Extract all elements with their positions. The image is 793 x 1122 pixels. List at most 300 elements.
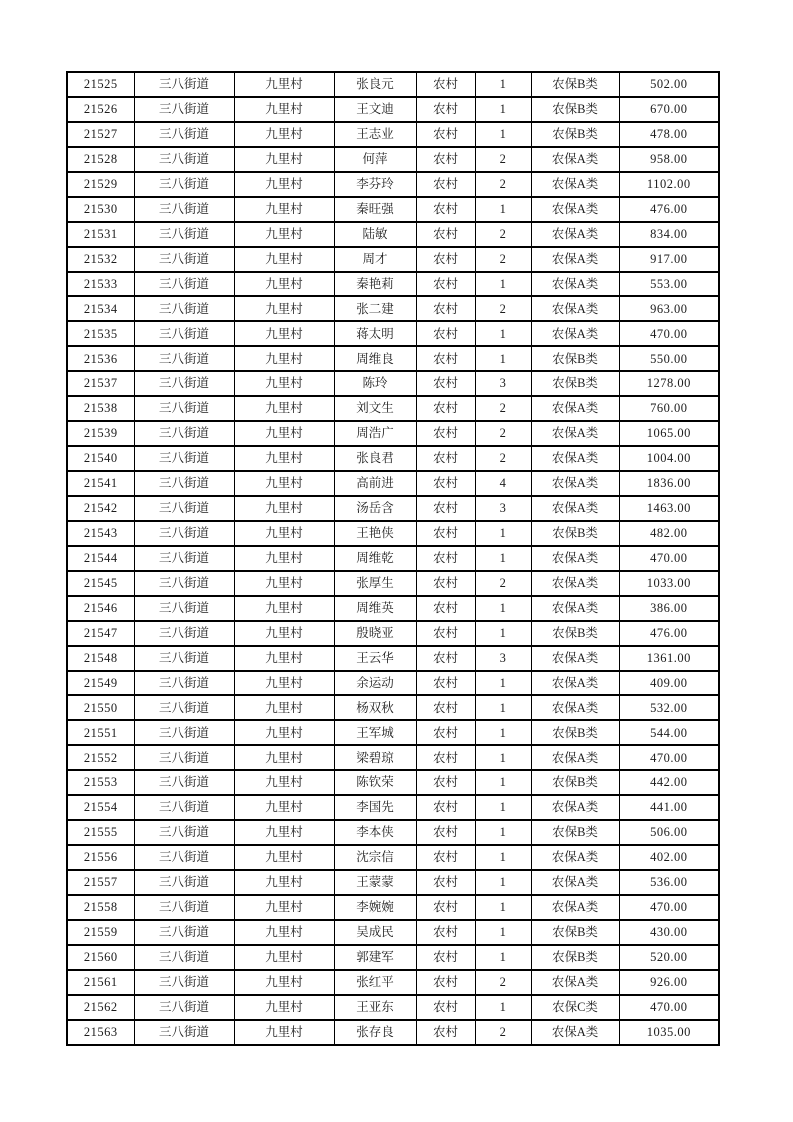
- cell-amount: 476.00: [619, 197, 719, 222]
- cell-village: 九里村: [234, 795, 334, 820]
- cell-name: 陈钦荣: [334, 770, 416, 795]
- table-row: [67, 446, 719, 471]
- cell-amount: 502.00: [619, 72, 719, 97]
- cell-street: 三八街道: [134, 720, 234, 745]
- cell-person-count: 2: [475, 970, 531, 995]
- cell-street: 三八街道: [134, 122, 234, 147]
- cell-village: 九里村: [234, 820, 334, 845]
- table-row: [67, 920, 719, 945]
- cell-street: 三八街道: [134, 321, 234, 346]
- cell-village: 九里村: [234, 122, 334, 147]
- cell-insurance-type: 农保A类: [531, 446, 619, 471]
- cell-person-count: 2: [475, 446, 531, 471]
- cell-street: 三八街道: [134, 695, 234, 720]
- cell-street: 三八街道: [134, 945, 234, 970]
- table-row: [67, 546, 719, 571]
- cell-name: 周才: [334, 247, 416, 272]
- cell-street: 三八街道: [134, 296, 234, 321]
- table-row: [67, 995, 719, 1020]
- cell-village: 九里村: [234, 521, 334, 546]
- table-row: [67, 296, 719, 321]
- cell-village: 九里村: [234, 970, 334, 995]
- cell-person-count: 1: [475, 596, 531, 621]
- cell-serial: 21560: [67, 945, 134, 970]
- cell-person-count: 1: [475, 197, 531, 222]
- cell-street: 三八街道: [134, 770, 234, 795]
- cell-serial: 21552: [67, 745, 134, 770]
- cell-area: 农村: [416, 945, 475, 970]
- table-row: [67, 646, 719, 671]
- cell-person-count: 2: [475, 222, 531, 247]
- table-row: [67, 845, 719, 870]
- cell-serial: 21528: [67, 147, 134, 172]
- cell-village: 九里村: [234, 197, 334, 222]
- cell-insurance-type: 农保B类: [531, 820, 619, 845]
- cell-area: 农村: [416, 97, 475, 122]
- cell-serial: 21539: [67, 421, 134, 446]
- cell-person-count: 1: [475, 870, 531, 895]
- cell-name: 李国先: [334, 795, 416, 820]
- cell-area: 农村: [416, 471, 475, 496]
- cell-village: 九里村: [234, 446, 334, 471]
- cell-area: 农村: [416, 795, 475, 820]
- cell-person-count: 3: [475, 496, 531, 521]
- cell-insurance-type: 农保A类: [531, 272, 619, 297]
- cell-area: 农村: [416, 147, 475, 172]
- cell-street: 三八街道: [134, 995, 234, 1020]
- table-row: [67, 521, 719, 546]
- cell-street: 三八街道: [134, 72, 234, 97]
- cell-village: 九里村: [234, 695, 334, 720]
- table-body: [67, 72, 719, 1045]
- cell-name: 王艳侠: [334, 521, 416, 546]
- cell-village: 九里村: [234, 172, 334, 197]
- cell-name: 王文迪: [334, 97, 416, 122]
- cell-name: 王亚东: [334, 995, 416, 1020]
- cell-village: 九里村: [234, 272, 334, 297]
- cell-street: 三八街道: [134, 272, 234, 297]
- cell-village: 九里村: [234, 571, 334, 596]
- cell-street: 三八街道: [134, 745, 234, 770]
- table-row: [67, 272, 719, 297]
- cell-person-count: 1: [475, 745, 531, 770]
- cell-street: 三八街道: [134, 621, 234, 646]
- table-row: [67, 945, 719, 970]
- cell-person-count: 2: [475, 571, 531, 596]
- cell-insurance-type: 农保A类: [531, 496, 619, 521]
- cell-village: 九里村: [234, 895, 334, 920]
- cell-area: 农村: [416, 720, 475, 745]
- cell-insurance-type: 农保A类: [531, 396, 619, 421]
- cell-serial: 21553: [67, 770, 134, 795]
- cell-amount: 476.00: [619, 621, 719, 646]
- cell-amount: 1033.00: [619, 571, 719, 596]
- table-row: [67, 770, 719, 795]
- cell-serial: 21531: [67, 222, 134, 247]
- cell-area: 农村: [416, 646, 475, 671]
- cell-serial: 21533: [67, 272, 134, 297]
- cell-name: 吴成民: [334, 920, 416, 945]
- cell-amount: 506.00: [619, 820, 719, 845]
- cell-amount: 917.00: [619, 247, 719, 272]
- cell-village: 九里村: [234, 945, 334, 970]
- cell-name: 张厚生: [334, 571, 416, 596]
- cell-street: 三八街道: [134, 646, 234, 671]
- cell-village: 九里村: [234, 546, 334, 571]
- cell-name: 张存良: [334, 1020, 416, 1045]
- cell-insurance-type: 农保B类: [531, 72, 619, 97]
- cell-area: 农村: [416, 695, 475, 720]
- cell-insurance-type: 农保A类: [531, 895, 619, 920]
- cell-insurance-type: 农保A类: [531, 546, 619, 571]
- cell-area: 农村: [416, 571, 475, 596]
- table-row: [67, 870, 719, 895]
- cell-area: 农村: [416, 621, 475, 646]
- cell-street: 三八街道: [134, 222, 234, 247]
- cell-name: 何萍: [334, 147, 416, 172]
- cell-street: 三八街道: [134, 671, 234, 696]
- cell-amount: 1035.00: [619, 1020, 719, 1045]
- cell-amount: 532.00: [619, 695, 719, 720]
- table-row: [67, 621, 719, 646]
- cell-person-count: 2: [475, 147, 531, 172]
- cell-name: 张二建: [334, 296, 416, 321]
- cell-area: 农村: [416, 197, 475, 222]
- cell-person-count: 1: [475, 945, 531, 970]
- cell-serial: 21542: [67, 496, 134, 521]
- cell-amount: 470.00: [619, 546, 719, 571]
- cell-name: 沈宗信: [334, 845, 416, 870]
- cell-area: 农村: [416, 970, 475, 995]
- cell-area: 农村: [416, 222, 475, 247]
- cell-serial: 21558: [67, 895, 134, 920]
- cell-street: 三八街道: [134, 870, 234, 895]
- cell-person-count: 1: [475, 995, 531, 1020]
- cell-village: 九里村: [234, 321, 334, 346]
- cell-person-count: 1: [475, 895, 531, 920]
- cell-village: 九里村: [234, 845, 334, 870]
- cell-area: 农村: [416, 122, 475, 147]
- cell-village: 九里村: [234, 222, 334, 247]
- cell-street: 三八街道: [134, 446, 234, 471]
- insurance-roster-table: [66, 71, 720, 1046]
- cell-serial: 21561: [67, 970, 134, 995]
- table-row: [67, 172, 719, 197]
- cell-amount: 430.00: [619, 920, 719, 945]
- cell-street: 三八街道: [134, 1020, 234, 1045]
- cell-person-count: 1: [475, 920, 531, 945]
- cell-insurance-type: 农保A类: [531, 471, 619, 496]
- cell-serial: 21538: [67, 396, 134, 421]
- cell-name: 高前进: [334, 471, 416, 496]
- cell-person-count: 2: [475, 296, 531, 321]
- cell-person-count: 2: [475, 172, 531, 197]
- cell-person-count: 1: [475, 72, 531, 97]
- cell-name: 蒋太明: [334, 321, 416, 346]
- cell-village: 九里村: [234, 147, 334, 172]
- cell-village: 九里村: [234, 471, 334, 496]
- cell-street: 三八街道: [134, 421, 234, 446]
- cell-amount: 926.00: [619, 970, 719, 995]
- cell-street: 三八街道: [134, 795, 234, 820]
- cell-street: 三八街道: [134, 895, 234, 920]
- cell-amount: 478.00: [619, 122, 719, 147]
- cell-area: 农村: [416, 421, 475, 446]
- cell-serial: 21551: [67, 720, 134, 745]
- cell-amount: 1065.00: [619, 421, 719, 446]
- cell-person-count: 1: [475, 770, 531, 795]
- cell-village: 九里村: [234, 920, 334, 945]
- cell-insurance-type: 农保B类: [531, 521, 619, 546]
- cell-insurance-type: 农保A类: [531, 197, 619, 222]
- table-row: [67, 72, 719, 97]
- cell-area: 农村: [416, 296, 475, 321]
- cell-street: 三八街道: [134, 396, 234, 421]
- cell-insurance-type: 农保A类: [531, 845, 619, 870]
- cell-area: 农村: [416, 745, 475, 770]
- cell-serial: 21548: [67, 646, 134, 671]
- table-row: [67, 895, 719, 920]
- cell-insurance-type: 农保B类: [531, 371, 619, 396]
- cell-person-count: 1: [475, 621, 531, 646]
- table-row: [67, 396, 719, 421]
- cell-insurance-type: 农保C类: [531, 995, 619, 1020]
- cell-person-count: 1: [475, 546, 531, 571]
- cell-amount: 1102.00: [619, 172, 719, 197]
- cell-serial: 21526: [67, 97, 134, 122]
- cell-amount: 402.00: [619, 845, 719, 870]
- cell-street: 三八街道: [134, 346, 234, 371]
- cell-amount: 834.00: [619, 222, 719, 247]
- cell-name: 刘文生: [334, 396, 416, 421]
- cell-area: 农村: [416, 272, 475, 297]
- cell-village: 九里村: [234, 496, 334, 521]
- cell-village: 九里村: [234, 621, 334, 646]
- cell-name: 梁碧琼: [334, 745, 416, 770]
- cell-insurance-type: 农保A类: [531, 247, 619, 272]
- table-row: [67, 745, 719, 770]
- cell-name: 王蒙蒙: [334, 870, 416, 895]
- cell-street: 三八街道: [134, 172, 234, 197]
- cell-amount: 441.00: [619, 795, 719, 820]
- cell-name: 张良元: [334, 72, 416, 97]
- cell-name: 张红平: [334, 970, 416, 995]
- cell-serial: 21536: [67, 346, 134, 371]
- table-row: [67, 471, 719, 496]
- cell-insurance-type: 农保A类: [531, 222, 619, 247]
- cell-insurance-type: 农保B类: [531, 122, 619, 147]
- cell-serial: 21557: [67, 870, 134, 895]
- cell-street: 三八街道: [134, 596, 234, 621]
- table-row: [67, 247, 719, 272]
- table-row: [67, 122, 719, 147]
- cell-serial: 21525: [67, 72, 134, 97]
- cell-serial: 21563: [67, 1020, 134, 1045]
- cell-insurance-type: 农保B类: [531, 945, 619, 970]
- cell-serial: 21535: [67, 321, 134, 346]
- table-row: [67, 671, 719, 696]
- table-row: [67, 97, 719, 122]
- table-row: [67, 695, 719, 720]
- cell-area: 农村: [416, 845, 475, 870]
- cell-street: 三八街道: [134, 247, 234, 272]
- table-row: [67, 371, 719, 396]
- cell-amount: 544.00: [619, 720, 719, 745]
- cell-name: 周浩广: [334, 421, 416, 446]
- cell-village: 九里村: [234, 671, 334, 696]
- cell-serial: 21550: [67, 695, 134, 720]
- cell-area: 农村: [416, 596, 475, 621]
- cell-village: 九里村: [234, 72, 334, 97]
- table-row: [67, 970, 719, 995]
- cell-person-count: 1: [475, 671, 531, 696]
- cell-area: 农村: [416, 671, 475, 696]
- cell-person-count: 1: [475, 321, 531, 346]
- cell-person-count: 2: [475, 1020, 531, 1045]
- cell-area: 农村: [416, 920, 475, 945]
- cell-name: 李本侠: [334, 820, 416, 845]
- cell-village: 九里村: [234, 97, 334, 122]
- cell-street: 三八街道: [134, 571, 234, 596]
- cell-name: 王军城: [334, 720, 416, 745]
- cell-serial: 21541: [67, 471, 134, 496]
- cell-serial: 21543: [67, 521, 134, 546]
- cell-person-count: 1: [475, 695, 531, 720]
- cell-name: 陆敏: [334, 222, 416, 247]
- cell-name: 王云华: [334, 646, 416, 671]
- cell-person-count: 3: [475, 371, 531, 396]
- cell-amount: 470.00: [619, 745, 719, 770]
- cell-amount: 442.00: [619, 770, 719, 795]
- cell-name: 秦旺强: [334, 197, 416, 222]
- cell-serial: 21540: [67, 446, 134, 471]
- cell-insurance-type: 农保A类: [531, 571, 619, 596]
- cell-street: 三八街道: [134, 920, 234, 945]
- cell-amount: 550.00: [619, 346, 719, 371]
- cell-area: 农村: [416, 870, 475, 895]
- cell-amount: 470.00: [619, 895, 719, 920]
- cell-street: 三八街道: [134, 820, 234, 845]
- cell-name: 周维良: [334, 346, 416, 371]
- cell-street: 三八街道: [134, 845, 234, 870]
- cell-village: 九里村: [234, 1020, 334, 1045]
- table-row: [67, 496, 719, 521]
- cell-area: 农村: [416, 546, 475, 571]
- cell-serial: 21556: [67, 845, 134, 870]
- cell-village: 九里村: [234, 371, 334, 396]
- cell-serial: 21527: [67, 122, 134, 147]
- cell-amount: 958.00: [619, 147, 719, 172]
- cell-village: 九里村: [234, 421, 334, 446]
- cell-amount: 1361.00: [619, 646, 719, 671]
- cell-insurance-type: 农保A类: [531, 1020, 619, 1045]
- cell-insurance-type: 农保A类: [531, 296, 619, 321]
- cell-area: 农村: [416, 371, 475, 396]
- cell-area: 农村: [416, 172, 475, 197]
- cell-person-count: 1: [475, 820, 531, 845]
- cell-street: 三八街道: [134, 197, 234, 222]
- cell-area: 农村: [416, 346, 475, 371]
- cell-street: 三八街道: [134, 970, 234, 995]
- cell-name: 杨双秋: [334, 695, 416, 720]
- cell-village: 九里村: [234, 720, 334, 745]
- cell-serial: 21532: [67, 247, 134, 272]
- cell-person-count: 1: [475, 346, 531, 371]
- cell-amount: 470.00: [619, 321, 719, 346]
- cell-serial: 21529: [67, 172, 134, 197]
- cell-area: 农村: [416, 446, 475, 471]
- table-row: [67, 147, 719, 172]
- table-row: [67, 321, 719, 346]
- cell-name: 秦艳莉: [334, 272, 416, 297]
- cell-village: 九里村: [234, 770, 334, 795]
- cell-person-count: 2: [475, 247, 531, 272]
- cell-amount: 553.00: [619, 272, 719, 297]
- cell-street: 三八街道: [134, 496, 234, 521]
- cell-amount: 670.00: [619, 97, 719, 122]
- cell-village: 九里村: [234, 596, 334, 621]
- cell-serial: 21534: [67, 296, 134, 321]
- cell-name: 余运动: [334, 671, 416, 696]
- cell-person-count: 1: [475, 521, 531, 546]
- cell-serial: 21554: [67, 795, 134, 820]
- cell-area: 农村: [416, 496, 475, 521]
- cell-amount: 1836.00: [619, 471, 719, 496]
- cell-area: 农村: [416, 321, 475, 346]
- cell-insurance-type: 农保A类: [531, 970, 619, 995]
- cell-street: 三八街道: [134, 147, 234, 172]
- cell-amount: 760.00: [619, 396, 719, 421]
- cell-insurance-type: 农保A类: [531, 321, 619, 346]
- cell-insurance-type: 农保A类: [531, 671, 619, 696]
- cell-amount: 536.00: [619, 870, 719, 895]
- cell-area: 农村: [416, 770, 475, 795]
- table-row: [67, 197, 719, 222]
- cell-area: 农村: [416, 396, 475, 421]
- cell-name: 周维乾: [334, 546, 416, 571]
- cell-person-count: 1: [475, 845, 531, 870]
- cell-insurance-type: 农保B类: [531, 621, 619, 646]
- table-row: [67, 571, 719, 596]
- table-row: [67, 1020, 719, 1045]
- cell-name: 郭建军: [334, 945, 416, 970]
- cell-village: 九里村: [234, 995, 334, 1020]
- cell-serial: 21537: [67, 371, 134, 396]
- table-row: [67, 222, 719, 247]
- cell-serial: 21547: [67, 621, 134, 646]
- cell-village: 九里村: [234, 870, 334, 895]
- cell-amount: 386.00: [619, 596, 719, 621]
- cell-village: 九里村: [234, 745, 334, 770]
- cell-person-count: 4: [475, 471, 531, 496]
- cell-person-count: 1: [475, 795, 531, 820]
- table-row: [67, 795, 719, 820]
- cell-insurance-type: 农保A类: [531, 172, 619, 197]
- cell-amount: 470.00: [619, 995, 719, 1020]
- cell-street: 三八街道: [134, 371, 234, 396]
- cell-village: 九里村: [234, 346, 334, 371]
- cell-name: 陈玲: [334, 371, 416, 396]
- cell-serial: 21549: [67, 671, 134, 696]
- cell-serial: 21530: [67, 197, 134, 222]
- cell-serial: 21546: [67, 596, 134, 621]
- cell-serial: 21555: [67, 820, 134, 845]
- table-row: [67, 596, 719, 621]
- cell-street: 三八街道: [134, 521, 234, 546]
- cell-insurance-type: 农保B类: [531, 97, 619, 122]
- cell-area: 农村: [416, 72, 475, 97]
- cell-name: 李婉婉: [334, 895, 416, 920]
